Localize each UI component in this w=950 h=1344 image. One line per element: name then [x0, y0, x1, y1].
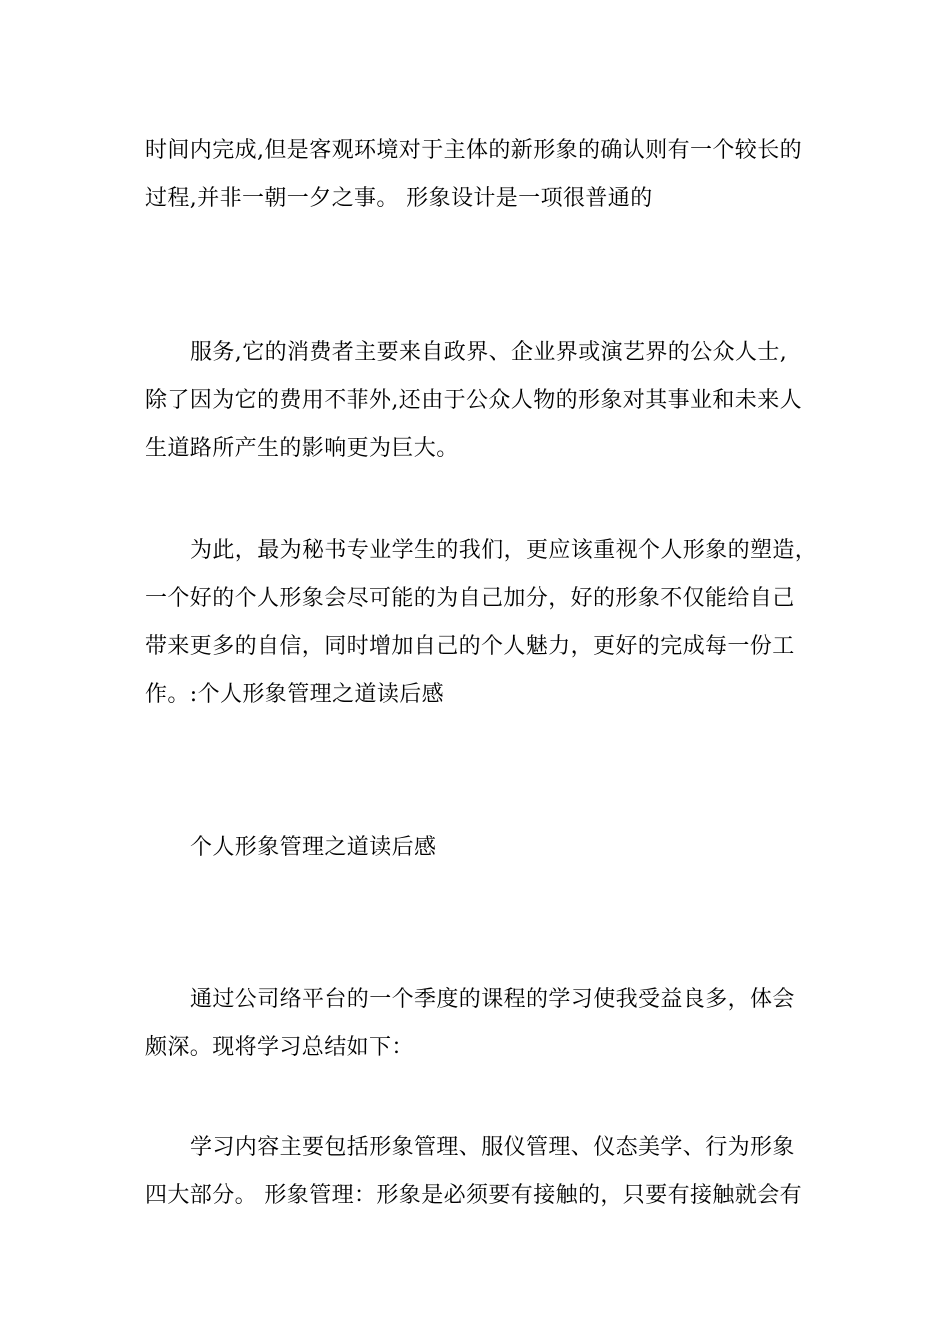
text-line: 为此，最为秘书专业学生的我们，更应该重视个人形象的塑造，: [190, 538, 818, 563]
text-line: 颇深。现将学习总结如下：: [145, 1035, 414, 1060]
section-title: 个人形象管理之道读后感: [190, 835, 437, 860]
text-line: 时间内完成,但是客观环境对于主体的新形象的确认则有一个较长的: [145, 138, 802, 163]
text-line: 服务,它的消费者主要来自政界、企业界或演艺界的公众人士,: [190, 340, 788, 365]
text-line: 学习内容主要包括形象管理、服仪管理、仪态美学、行为形象: [190, 1135, 795, 1160]
text-line: 四大部分。 形象管理：形象是必须要有接触的，只要有接触就会有: [145, 1183, 802, 1208]
text-line: 带来更多的自信，同时增加自己的个人魅力，更好的完成每一份工: [145, 634, 795, 659]
text-line: 一个好的个人形象会尽可能的为自己加分，好的形象不仅能给自己: [145, 586, 795, 611]
text-line: 作。:个人形象管理之道读后感: [145, 682, 445, 707]
text-line: 除了因为它的费用不菲外,还由于公众人物的形象对其事业和未来人: [145, 388, 802, 413]
text-line: 生道路所产生的影响更为巨大。: [145, 436, 459, 461]
text-line: 过程,并非一朝一夕之事。 形象设计是一项很普通的: [145, 186, 653, 211]
text-line: 通过公司络平台的一个季度的课程的学习使我受益良多，体会: [190, 987, 795, 1012]
